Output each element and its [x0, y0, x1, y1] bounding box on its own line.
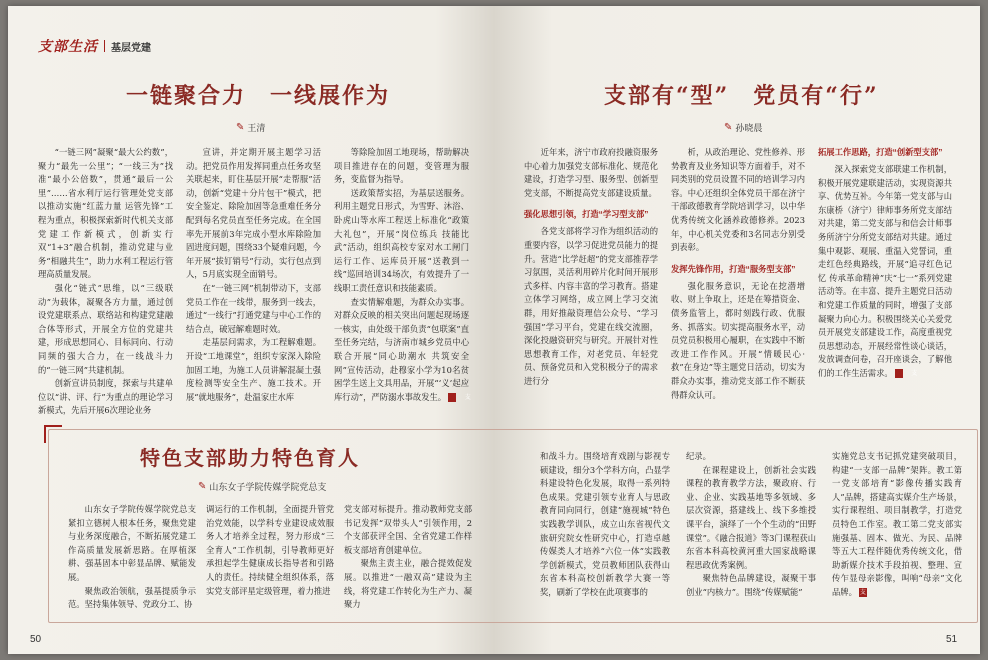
paragraph: 在“一链三网”机制带动下，支部党员工作在一线带，服务到一线去，通过“一线行”打通党建与中心工作的结合点，破冠解难题时效。 [186, 282, 321, 334]
left-article-author [236, 121, 265, 134]
paragraph: 聚焦政治领航，强基提质争示范。坚持集体领导、党政分工、协 [68, 585, 196, 610]
end-mark: 支 [859, 588, 866, 596]
paragraph-text: 查实情解难题，为群众办实事。对群众反映的相关突出问题起现场逐一核实，由处级干部负责“包联案”直至任务完结，与济南市城乡党员中心联合开展“同心助潮水 共筑安全网”宣传活动，赴穆家小学为10名贫困学生送上文具用品，开展“‘义’起应库行动”，严防溺水事故发生。 [334, 296, 469, 402]
page-number-left: 50 [30, 634, 42, 645]
right-article-column-3 [818, 146, 952, 426]
magazine-spread [8, 6, 980, 654]
feature-column-5 [686, 450, 816, 616]
subheading: 拓展工作思路，打造“创新型支部” [818, 147, 943, 157]
paragraph: 强化“链式”思维，以“三级联动”为载体，凝聚各方力量，通过创设党建联系点、联络站和构建党建融合体等形式，开展全方位的党建共建，形成思想同心、目标同向、行动同频的强大合力，在一线战斗力的“一链三网”共建机制。 [38, 282, 173, 375]
paragraph: 聚焦主责主业，融合提效促发展。以推进“一融双高”建设为主线，将党建工作转化为生产力、凝聚力 [344, 558, 472, 610]
left-article-title: 一链聚合力 一线展作为 [126, 83, 391, 109]
paragraph [334, 296, 469, 405]
paragraph: 强化服务意识，无论在挖潜增收、财上争取上，还是在筹措资金、债务监管上，都时刻践行政、优服务、抓落实。切实提高服务水平，动员党员积极用心履职，在实践中不断改进工作作风。开展“情暖民心·救”在身边”等主题党日活动，切实为群众办实事，推动党支部工作不断获得群众认可。 [671, 280, 805, 400]
left-article-column-3 [334, 146, 469, 426]
paragraph [818, 163, 952, 381]
paragraph: 创新宣讲员制度，探索与共建单位以“讲、评、行”为重点的理论学习新模式，先后开展6次理论业务 [38, 378, 173, 416]
paragraph: “一链三网”凝聚“最大公约数”，聚力“最先一公里”；“一线三为”找准“最小公倍数”，贯通“最后一公里”……省水利厅运行管理处党支部以推动实施“红蓝力量 运管先锋”工程为重点，积极探索新时代机关支部党建工作新模式，创新实行双“1+3”融合机制，推动党建与业务“相融共生”，助力水利工程运行管理高质量发展。 [38, 147, 173, 280]
right-article-column-1 [524, 146, 658, 426]
feature-column-4 [540, 450, 670, 616]
paragraph: 调运行的工作机制，全面提升管党治党效能，以学科专业建设成效服务人才培养全过程，努力形成“三全育人”工作机制，引导教师更好承担起学生健康成长指导者和引路人的责任。持续健全组织体系，落实党支部评星定级管理，着力推进 [206, 504, 334, 596]
right-article-column-2 [671, 146, 805, 426]
masthead-divider [104, 40, 105, 52]
masthead [38, 36, 151, 56]
paragraph [832, 450, 962, 600]
left-article-column-1 [38, 146, 173, 426]
paragraph: 各党支部将学习作为组织活动的重要内容，以学习促进党员能力的提升。营造“比学赶超”的党支部推荐学习氛围，灵活利用碎片化时间开展形式多样、内容丰富的学习教育。搭建立体学习网络，成立网上学习交流群，用好推敲资理信公众号、“学习强国”学习平台，党建在线交流圈，深化投融资研究与研究。开展针对性思想教育工作，对老党员、年轻党员、预备党员和入党积极分子的需求进行分 [524, 226, 658, 386]
author-name: 山东女子学院传媒学院党总支 [209, 482, 327, 492]
paragraph: 在课程建设上，创新社会实践课程的教育教学方法，聚政府、行业、企业、实践基地等多领域、多层次资源，搭建线上、线下多维授课平台，演绎了一个个生动的“田野课堂”。《融合报道》等3门课程获山东省本科高校黄河重大国家战略课程思政优秀案例。 [686, 464, 816, 570]
page-number-right: 51 [946, 634, 958, 645]
paragraph-text: 实施党总支书记抓党建突破项目，构建“一支部一品牌”架阵。教工第一党支部培育“影像传播实践育人”品牌，搭建高实媒介生产场景，实行课程组、项目制教学，打造党员特色工作室。教工第二党支部实施强基、固本、做光、为民、品牌等五大工程伴随优秀传统文化，借助新媒介技术手段拍视、整理、宣传乍显母亲影像，叫响“母亲”文化品牌。 [832, 451, 962, 597]
feature-box-corner [44, 425, 62, 443]
paragraph: 党支部对标提升。推动教师党支部书记发挥“双带头人”引领作用，2个支部获评全国、全省党建工作样板支部培育创建单位。 [344, 504, 472, 555]
paragraph: 等除险加固工地现场，帮助解决项目推进存在的问题，变管理为服务，变监督为指导。 [334, 147, 469, 185]
feature-article-author [198, 480, 326, 493]
paragraph-text: 深入探索党支部联建工作机制，积极开展党建联建活动，实现资源共享、优势互补。今年第一党支部与山东康桥（济宁）律师事务所党支部结对共建，第二党支部与和信会计师事务所济宁分所党支部结对共建。通过集中观影、观展、重温入党誓词，重走红色经典路线，开展“追寻红色记忆 传承革命精神”庆“七一”系列党建活动等。在丰富、提升主题党日活动和党建工作质量的同时，增强了支部凝聚力向心力。积极围绕关心关爱党员开展党支部建设工作，高度重视党员思想动态，开展经常性谈心谈话，发放调查问卷，召开座谈会，了解他们的工作生活需求。 [818, 164, 952, 378]
feature-column-3 [344, 503, 472, 615]
feature-column-6 [832, 450, 962, 616]
paragraph: 和战斗力。围绕培育戏剧与影视专硕建设，细分3个学科方向，凸显学科建设特色化发展，取得一系列特色成果。党建引领专业育人与思政教育同向同行，创建“施视城”特色实践教学训队，成立山东省视代文旅研究院女性研究中心，打造卓越传媒类人才培养“六位一体”实践教学创新模式，党员教师团队获得山东省本科高校创新教学大赛一等奖，刷新了学校在此项赛事的 [540, 451, 670, 597]
right-article-author [724, 121, 762, 134]
left-article-column-2 [186, 146, 321, 426]
author-name: 王清 [247, 123, 266, 133]
paragraph: 宣讲，并定期开展主题学习活动。把党员作用发挥同重点任务攻坚关联起来，盯住基层开展“走帮服”活动，创新“党建＋分片包干”模式，把安全鉴定、除险加固等急重难任务分配到每名党员直至任务完成。在全国率先开展前3年完成小型水库除险加固进度问题，围绕33个疑难问题，今年开展“拔钉销号”行动，实行包点到人，5月底实现全面销号。 [186, 147, 322, 280]
right-article-title: 支部有“型” 党员有“行” [604, 83, 879, 109]
section-label: 基层党建 [111, 42, 151, 54]
paragraph: 纪录。 [686, 451, 711, 461]
end-mark: 支 [895, 369, 903, 378]
paragraph: 送政策帮实招，为基层送服务。利用主题党日形式，为雪野、沐浴、卧虎山等水库工程送上标准化“政策大礼包”，开展“岗位练兵 技能比武”活动，组织高校专家对水工闸门运行工作、运库员开展“送教到一线”巡回培训34场次，有效提升了一线职工责任意识和技能素质。 [334, 187, 469, 293]
pen-icon: ✎ [236, 122, 245, 133]
end-mark: 支 [448, 393, 456, 402]
paragraph: 聚焦特色品牌建设，凝聚干事创业“内核力”。围绕“传媒赋能” [686, 573, 816, 597]
pen-icon: ✎ [198, 481, 207, 492]
paragraph: 析，从政治理论、党性修养、形势教育及业务知识等方面着手，对不同类别的党员设置不同的培训学习内容。中心还组织全体党员干部在济宁干部政德教育学院培训学习，以中华优秀传统文化涵养政德修养。2023年，中心机关党委和3名同志分别受到表彰。 [671, 147, 805, 253]
pen-icon: ✎ [724, 122, 733, 133]
paragraph: 走基层问需求，为工程解难题。开设“工地课堂”，组织专家深入除险加固工地，为施工人员讲解混凝土强度检测等安全生产、施工技术。开展“就地服务”，赴温家庄水库 [186, 337, 321, 402]
magazine-logo: 支部生活 [38, 39, 98, 55]
subheading: 发挥先锋作用，打造“服务型支部” [671, 263, 796, 274]
author-name: 孙晓晨 [735, 123, 763, 133]
feature-article-title: 特色支部助力特色育人 [140, 446, 360, 470]
feature-column-1 [68, 503, 196, 615]
paragraph: 山东女子学院传媒学院党总支紧扣立德树人根本任务，聚焦党建与业务深度融合，不断拓展党建工作高质量发展新思路。在厚植深耕、强基固本中彰显品牌、赋能发展。 [68, 504, 196, 582]
paragraph: 近年来，济宁市政府投融资服务中心着力加强党支部标准化、规范化建设，打造学习型、服务型、创新型党支部，不断提高党支部建设质量。 [524, 147, 658, 198]
feature-column-2 [206, 503, 334, 615]
subheading: 强化思想引领，打造“学习型支部” [524, 209, 649, 220]
